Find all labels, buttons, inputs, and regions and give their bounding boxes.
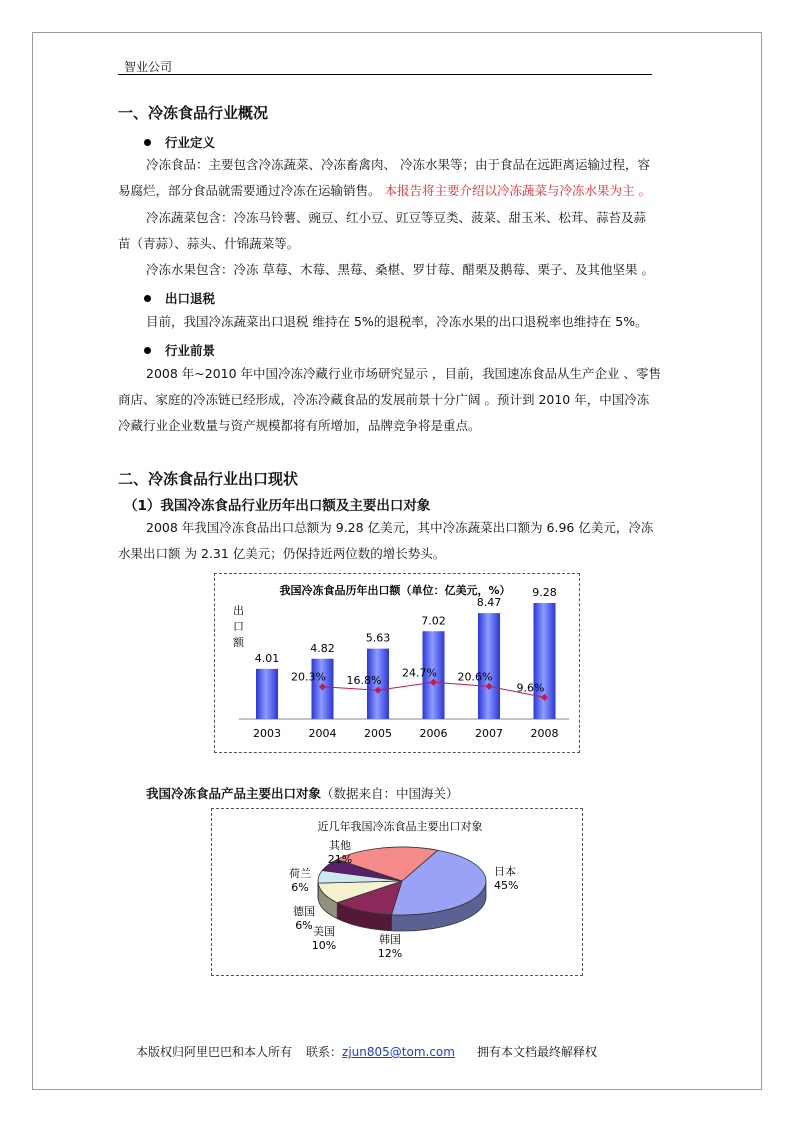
caption-title: 我国冷冻食品产品主要出口对象 <box>146 786 322 801</box>
para-line <box>118 178 678 204</box>
pie-slice-name: 韩国 <box>379 933 401 946</box>
pie-slice-percent: 12% <box>377 947 403 960</box>
highlighted-text: 本报告将主要介绍以冷冻蔬菜与冷冻水果为主 。 <box>380 183 651 198</box>
vegetable-paragraph <box>118 205 678 257</box>
bullet-industry-definition <box>144 133 215 151</box>
bar-value-label: 7.02 <box>421 614 446 628</box>
bar-value-label: 9.28 <box>532 586 557 599</box>
para-line: 水果出口额 为 2.31 亿美元；仍保持近两位数的增长势头。 <box>118 546 446 561</box>
section2-title: 二、冷冻食品行业出口现状 <box>118 470 299 488</box>
fruit-paragraph <box>118 257 678 283</box>
pie-slice-name: 美国 <box>313 925 335 938</box>
x-tick-label: 2007 <box>475 727 503 740</box>
section2-subtitle: （1）我国冷冻食品行业历年出口额及主要出口对象 <box>124 498 431 514</box>
x-tick-label: 2003 <box>253 727 281 740</box>
x-tick-label: 2005 <box>364 727 392 740</box>
para-line: 苗（青蒜）、蒜头、什锦蔬菜等。 <box>118 236 300 251</box>
bar-value-label: 4.82 <box>310 641 335 655</box>
caption-source: （数据来自：中国海关） <box>321 786 459 801</box>
para-line: 冷冻食品：主要包含冷冻蔬菜、冷冻畜禽肉、 冷冻水果等；由于食品在远距离运输过程，容 <box>146 157 650 172</box>
pie-slice-name: 荷兰 <box>289 867 311 880</box>
bullet-label: 行业定义 <box>165 135 216 150</box>
pie-chart-title: 近几年我国冷冻食品主要出口对象 <box>317 820 483 833</box>
para-line: 商店、家庭的冷冻链已经形成，冷冻冷藏食品的发展前景十分广阔 。预计到 2010 年，中国冷冻 <box>118 392 650 407</box>
bar-2007 <box>478 613 500 719</box>
header-rule <box>118 74 652 75</box>
pie-slice-percent: 6% <box>291 881 309 894</box>
growth-label: 16.8% <box>346 674 382 688</box>
bar-value-label: 8.47 <box>476 596 502 610</box>
bar-2003 <box>256 669 278 719</box>
para-line: 冷藏行业企业数量与资产规模都将有所增加，品牌竞争将是重点。 <box>118 418 481 433</box>
growth-label: 24.7% <box>402 666 437 680</box>
bullet-dot-icon <box>144 139 151 146</box>
pie-chart-svg <box>212 809 582 975</box>
pie-slice-percent: 21% <box>327 853 353 866</box>
footer-contact-label: 联系： <box>306 1045 343 1059</box>
pie-caption <box>146 784 459 802</box>
section1-title: 一、冷冻食品行业概况 <box>118 104 269 122</box>
bullet-export-tax <box>144 289 215 307</box>
pie-slice-name: 日本 <box>494 865 516 878</box>
export-bar-chart <box>214 573 580 753</box>
bar-2008 <box>534 603 556 719</box>
bullet-label: 出口退税 <box>165 291 216 306</box>
export-paragraph <box>118 515 678 567</box>
pie-slice-name: 其他 <box>329 839 351 852</box>
para-line: 目前，我国冷冻蔬菜出口退税 维持在 5%的退税率，冷冻水果的出口退税率也维持在 5%。 <box>146 314 648 329</box>
pie-slice-percent: 10% <box>311 939 337 952</box>
definition-paragraph <box>118 152 678 204</box>
pie-slice-percent: 45% <box>494 879 519 892</box>
para-line: 2008 年我国冷冻食品出口总额为 9.28 亿美元，其中冷冻蔬菜出口额为 6.96 亿美元，冷冻 <box>146 520 654 535</box>
para-line: 冷冻水果包含：冷冻 草莓、木莓、黑莓、桑椹、罗甘莓、醋栗及鹅莓、栗子、及其他坚果 。 <box>146 262 654 277</box>
bullet-industry-outlook <box>144 341 215 359</box>
footer-copyright: 本版权归阿里巴巴和本人所有 <box>136 1045 293 1059</box>
growth-label: 9.6% <box>516 681 545 695</box>
pie-slice-name: 德国 <box>293 905 315 918</box>
header-company: 智业公司 <box>124 60 173 74</box>
para-line: 冷冻蔬菜包含：冷冻马铃薯、豌豆、红小豆、豇豆等豆类、菠菜、甜玉米、松茸、蒜苔及蒜 <box>146 210 647 225</box>
bullet-dot-icon <box>144 347 151 354</box>
bar-chart-svg <box>215 574 579 752</box>
x-tick-label: 2008 <box>530 727 559 740</box>
x-tick-label: 2004 <box>308 727 337 740</box>
footer <box>136 1043 597 1060</box>
outlook-paragraph <box>118 361 678 439</box>
bullet-dot-icon <box>144 295 151 302</box>
para-text: 易腐烂，部分食品就需要通过冷冻在运输销售。 <box>118 183 381 198</box>
growth-label: 20.3% <box>291 670 326 684</box>
export-pie-chart <box>211 808 583 976</box>
bar-chart-title: 我国冷冻食品历年出口额（单位：亿美元，%） <box>279 584 511 597</box>
footer-rights: 拥有本文档最终解释权 <box>476 1045 597 1059</box>
footer-email-link[interactable]: zjun805@tom.com <box>342 1045 455 1059</box>
bar-value-label: 4.01 <box>254 651 280 665</box>
pie-slice-percent: 6% <box>295 919 313 932</box>
para-line: 2008 年~2010 年中国冷冻冷藏行业市场研究显示 ，目前，我国速冻食品从生产企业 、零售 <box>146 366 661 381</box>
bar-chart-ylabel: 出口额 <box>233 604 244 649</box>
growth-label: 20.6% <box>457 670 493 684</box>
tax-paragraph <box>118 309 678 335</box>
bullet-label: 行业前景 <box>165 343 216 358</box>
bar-value-label: 5.63 <box>365 631 391 645</box>
x-tick-label: 2006 <box>419 727 448 740</box>
